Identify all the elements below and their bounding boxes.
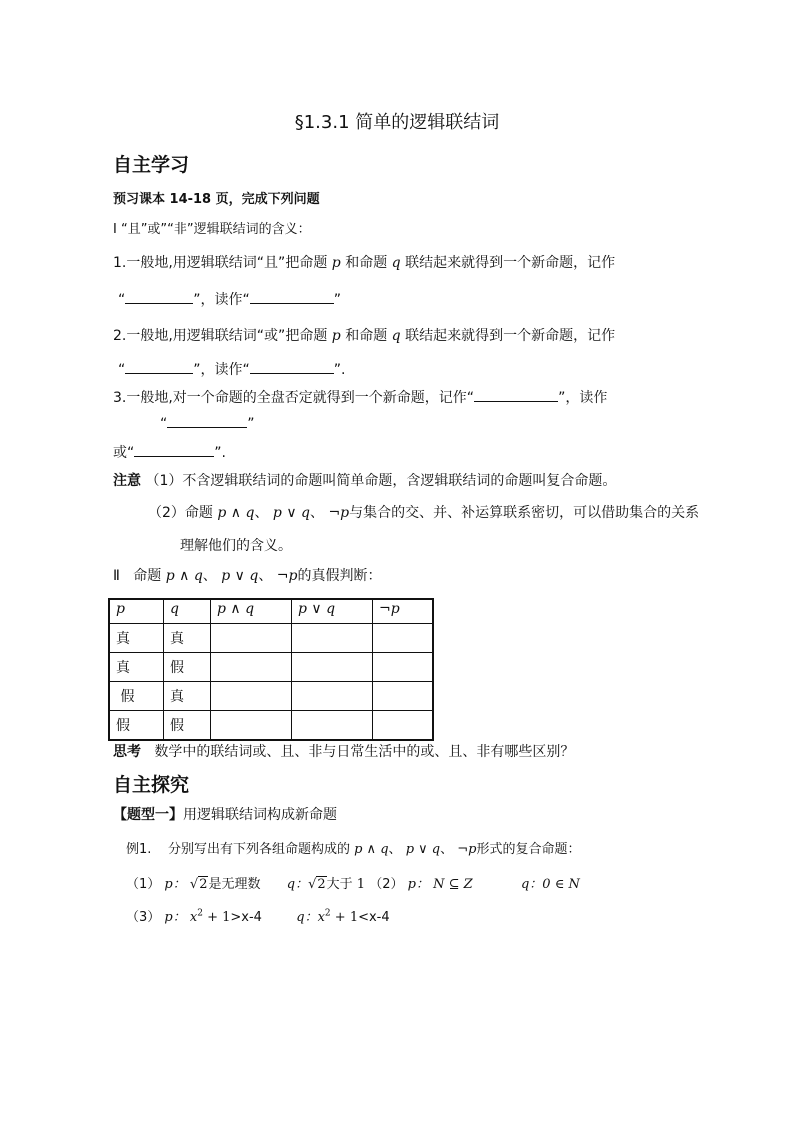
section-heading-self-study: 自主学习 [113, 154, 190, 176]
blank-not-reading-1[interactable] [167, 413, 247, 428]
think-question: 思考 数学中的联结词或、且、非与日常生活中的或、且、非有哪些区别？ [113, 744, 575, 760]
section-heading-self-explore: 自主探究 [113, 774, 190, 796]
page-title: §1.3.1 简单的逻辑联结词 [294, 112, 500, 133]
item3-line2: “ ” [160, 413, 255, 432]
blank-and-notation[interactable] [125, 289, 193, 304]
table-row [109, 653, 433, 682]
blank-or-notation[interactable] [125, 359, 193, 374]
table-cell: 真 [164, 624, 211, 653]
note-line3: 理解他们的含义。 [180, 538, 292, 554]
table-row [109, 711, 433, 741]
item2-line2: “ ”，读作“ ”. [118, 359, 345, 379]
table-cell-blank[interactable] [211, 711, 292, 741]
blank-or-reading[interactable] [250, 359, 334, 374]
example1-prompt: 例1. 分别写出有下列各组命题构成的 p ∧ q、 p ∨ q、 ¬p形式的复合命题： [126, 842, 581, 857]
table-row [109, 624, 433, 653]
item1-line1: 1.一般地,用逻辑联结词“且”把命题 p 和命题 q 联结起来就得到一个新命题，记作 [113, 255, 616, 271]
preview-instruction: 预习课本 14-18 页，完成下列问题 [113, 192, 320, 207]
part1-heading: Ⅰ “且”或”“非”逻辑联结词的含义： [113, 222, 311, 237]
truth-table-header [109, 599, 433, 624]
example1-line2: （3） p： $x^2 + 1>x-4$ q：$x^2 + 1<x-4$ [126, 908, 390, 925]
table-cell-blank[interactable] [292, 682, 373, 711]
sqrt-expression: √2 [308, 877, 326, 892]
table-cell-blank[interactable] [292, 653, 373, 682]
table-cell: 真 [164, 682, 211, 711]
table-cell: 假 [109, 682, 164, 711]
table-row [109, 682, 433, 711]
table-cell: 真 [109, 624, 164, 653]
table-cell-blank[interactable] [211, 624, 292, 653]
part2-heading: Ⅱ 命题 p ∧ q、 p ∨ q、 ¬p的真假判断： [113, 568, 382, 584]
table-cell-blank[interactable] [373, 682, 434, 711]
table-cell-blank[interactable] [373, 653, 434, 682]
example1-line1: （1） p： √2是无理数 q：√2大于 1 （2） p： N ⊆ Z q：0 ∈ N [126, 877, 580, 892]
sqrt-expression: √2 [189, 877, 208, 892]
table-cell-blank[interactable] [373, 624, 434, 653]
header-cell-not-p: ¬p [373, 599, 434, 624]
header-cell-p-or-q: p ∨ q [292, 599, 373, 624]
header-cell-p: p [109, 599, 164, 624]
header-cell-p-and-q: p ∧ q [211, 599, 292, 624]
table-cell-blank[interactable] [292, 711, 373, 741]
type1-heading: 【题型一】用逻辑联结词构成新命题 [113, 807, 337, 823]
note-line1: 注意 （1）不含逻辑联结词的命题叫简单命题，含逻辑联结词的命题叫复合命题。 [113, 473, 617, 489]
blank-not-reading-2[interactable] [134, 442, 214, 457]
blank-not-notation[interactable] [474, 387, 558, 402]
table-cell-blank[interactable] [373, 711, 434, 741]
truth-table [108, 598, 434, 741]
table-cell: 假 [109, 711, 164, 741]
table-cell-blank[interactable] [292, 624, 373, 653]
table-cell-blank[interactable] [211, 653, 292, 682]
note-line2: （2）命题 p ∧ q、 p ∨ q、 ¬p与集合的交、并、补运算联系密切，可以借助集合的关系 [148, 505, 700, 521]
item2-line1: 2.一般地,用逻辑联结词“或”把命题 p 和命题 q 联结起来就得到一个新命题，记作 [113, 328, 616, 344]
table-cell: 真 [109, 653, 164, 682]
header-cell-q: q [164, 599, 211, 624]
table-cell: 假 [164, 653, 211, 682]
table-cell-blank[interactable] [211, 682, 292, 711]
blank-and-reading[interactable] [250, 289, 334, 304]
table-cell: 假 [164, 711, 211, 741]
item3-line3: 或“ ”. [113, 442, 226, 462]
item1-line2: “ ”，读作“ ” [118, 289, 341, 309]
item3-line1: 3.一般地,对一个命题的全盘否定就得到一个新命题，记作“ ”，读作 [113, 387, 607, 407]
